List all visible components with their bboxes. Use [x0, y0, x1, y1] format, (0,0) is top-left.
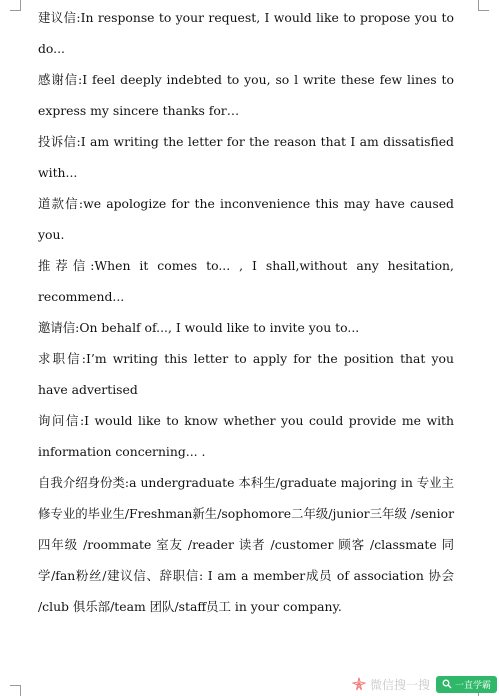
entry-text: I am writing the letter for the reason that I am dissatisfied with... — [38, 134, 454, 180]
page-corner-mark-top-left — [10, 0, 21, 11]
entry-job-application-letter — [38, 343, 454, 405]
entry-text: I would like to know whether you could provide me with information concerning... . — [38, 413, 454, 459]
entry-label: 邀请信: — [38, 320, 80, 335]
entry-apology-letter — [38, 188, 454, 250]
entry-text: In response to your request, I would like to propose you to do... — [38, 10, 454, 56]
entry-label: 求职信: — [38, 351, 86, 366]
entry-text: we apologize for the inconvenience this may have caused you. — [38, 196, 454, 242]
entry-thank-you-letter — [38, 64, 454, 126]
search-icon — [442, 679, 452, 689]
entry-suggestion-letter — [38, 2, 454, 64]
entry-label: 感谢信: — [38, 72, 83, 87]
entry-text: I feel deeply indebted to you, so l write these few lines to express my sincere thanks for… — [38, 72, 454, 118]
page-corner-mark-bottom-left — [10, 685, 21, 696]
entry-text: I’m writing this letter to apply for the position that you have advertised — [38, 351, 454, 397]
watermark-badge-text: 一直学霸 — [454, 680, 491, 691]
entry-text: On behalf of..., I would like to invite you to... — [79, 320, 360, 335]
entry-self-introduction — [38, 467, 454, 622]
entry-text: When it comes to... , I shall,without any hesitation, recommend... — [38, 258, 454, 304]
watermark-text: 微信搜一搜 — [369, 677, 430, 692]
entry-label: 投诉信: — [38, 134, 81, 149]
entry-text: a undergraduate 本科生/graduate majoring in 专业主修专业的毕业生/Freshman新生/sophomore二年级/junior三年级 /senior 四年级 /roommate 室友 /reader 读者 /customer 顾客 /classmate 同学/fan粉丝/建议信、辞职信: I am a member成员 of association 协会 /club 俱乐部/team 团队/staff员工 in your company. — [38, 475, 454, 614]
wechat-search-logo-icon — [352, 677, 366, 691]
entry-label: 询问信: — [38, 413, 85, 428]
entry-recommendation-letter — [38, 250, 454, 312]
entry-label: 自我介绍身份类: — [38, 475, 130, 490]
entry-invitation-letter — [38, 312, 454, 343]
watermark-badge — [436, 676, 497, 693]
entry-label: 建议信: — [38, 10, 81, 25]
wechat-search-watermark — [352, 673, 497, 695]
document-body — [38, 2, 454, 622]
entry-label: 推荐信: — [38, 258, 95, 273]
page-corner-mark-top-right — [478, 0, 489, 11]
entry-label: 道款信: — [38, 196, 84, 211]
entry-complaint-letter — [38, 126, 454, 188]
entry-inquiry-letter — [38, 405, 454, 467]
